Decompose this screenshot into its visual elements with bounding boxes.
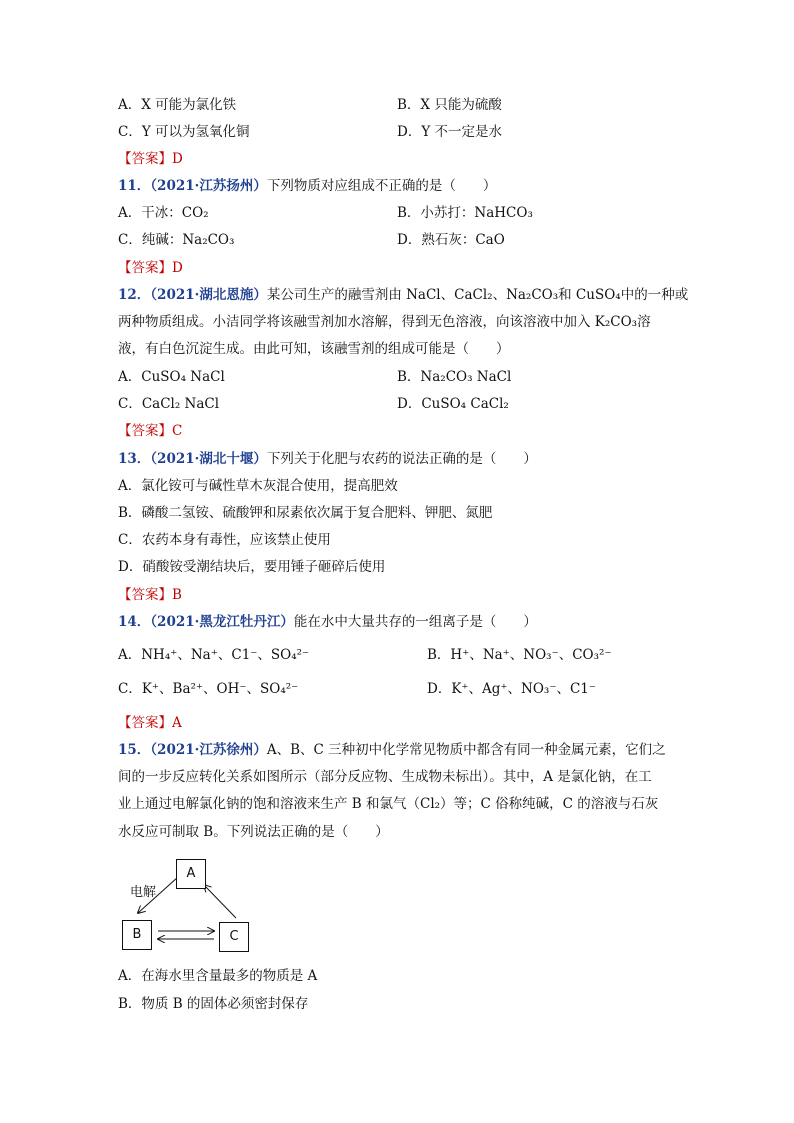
electrolysis-label: 电解 — [130, 885, 157, 900]
q10-option-a: A．X 可能为氯化铁 — [118, 97, 237, 113]
q13-stem — [118, 449, 537, 469]
q15-option-a: A．在海水里含量最多的物质是 A — [118, 968, 318, 984]
q13-option-d: D．硝酸铵受潮结块后，要用锤子砸碎后使用 — [118, 559, 386, 575]
answer-label: 【答案】 — [118, 260, 172, 276]
q15-stem-line3: 业上通过电解氯化钠的饱和溶液来生产 B 和氯气（Cl₂）等；C 俗称纯碱，C 的溶液与石灰 — [118, 796, 659, 812]
node-c: C — [219, 922, 249, 952]
q12-option-d: D．CuSO₄ CaCl₂ — [397, 396, 509, 412]
q12-stem-line2: 两种物质组成。小洁同学将该融雪剂加水溶解，得到无色溶液，向该溶液中加入 K₂CO₃溶 — [118, 314, 651, 330]
q13-answer — [118, 585, 182, 605]
q14-option-d: D．K⁺、Ag⁺、NO₃⁻、C1⁻ — [427, 681, 597, 697]
question-text: A、B、C 三种初中化学常见物质中都含有同一种金属元素，它们之 — [266, 742, 666, 758]
question-text: 下列物质对应组成不正确的是（ ） — [266, 178, 497, 194]
q11-stem — [118, 176, 496, 196]
q14-answer — [118, 713, 182, 733]
question-number: 15． — [118, 742, 151, 758]
q11-option-b: B．小苏打：NaHCO₃ — [397, 205, 533, 221]
question-text: 下列关于化肥与农药的说法正确的是（ ） — [266, 451, 537, 467]
q11-answer — [118, 258, 183, 278]
answer-label: 【答案】 — [118, 151, 172, 167]
answer-label: 【答案】 — [118, 587, 172, 603]
q12-option-a: A．CuSO₄ NaCl — [118, 369, 225, 385]
q12-option-b: B．Na₂CO₃ NaCl — [397, 369, 512, 385]
answer-value: D — [172, 151, 183, 167]
question-number: 14． — [118, 614, 151, 630]
node-b: B — [122, 920, 152, 950]
q12-stem-line3: 液，有白色沉淀生成。由此可知，该融雪剂的组成可能是（ ） — [118, 341, 510, 357]
q11-option-d: D．熟石灰：CaO — [397, 232, 505, 248]
q12-option-c: C．CaCl₂ NaCl — [118, 396, 220, 412]
q12-stem-line1 — [118, 285, 688, 305]
q10-option-d: D．Y 不一定是水 — [397, 124, 503, 140]
answer-value: B — [172, 587, 182, 603]
answer-value: A — [172, 715, 182, 731]
question-source: （2021·江苏扬州） — [150, 178, 267, 194]
q15-stem-line4: 水反应可制取 B。下列说法正确的是（ ） — [118, 824, 389, 840]
question-source: （2021·黑龙江牡丹江） — [150, 614, 294, 630]
question-number: 12． — [118, 287, 151, 303]
conversion-diagram — [118, 855, 278, 955]
q15-option-b: B．物质 B 的固体必须密封保存 — [118, 996, 309, 1012]
question-number: 11． — [118, 178, 151, 194]
answer-value: C — [172, 423, 183, 439]
question-text: 能在水中大量共存的一组离子是（ ） — [293, 614, 537, 630]
q14-stem — [118, 612, 537, 632]
q15-stem-line1 — [118, 740, 666, 760]
q13-option-c: C．农药本身有毒性，应该禁止使用 — [118, 532, 331, 548]
q13-option-a: A．氯化铵可与碱性草木灰混合使用，提高肥效 — [118, 478, 398, 494]
q14-option-c: C．K⁺、Ba²⁺、OH⁻、SO₄²⁻ — [118, 681, 299, 697]
question-source: （2021·湖北恩施） — [150, 287, 267, 303]
question-source: （2021·湖北十堰） — [150, 451, 267, 467]
arrow-c-to-a — [204, 885, 236, 918]
q11-option-a: A．干冰：CO₂ — [118, 205, 209, 221]
q13-option-b: B．磷酸二氢铵、硫酸钾和尿素依次属于复合肥料、钾肥、氮肥 — [118, 505, 493, 521]
q15-stem-line2: 间的一步反应转化关系如图所示（部分反应物、生成物未标出）。其中，A 是氯化钠，在工 — [118, 769, 652, 785]
q12-answer — [118, 421, 182, 441]
question-text: 某公司生产的融雪剂由 NaCl、CaCl₂、Na₂CO₃和 CuSO₄中的一种或 — [266, 287, 689, 303]
node-a: A — [176, 859, 206, 889]
answer-value: D — [172, 260, 183, 276]
answer-label: 【答案】 — [118, 423, 172, 439]
answer-label: 【答案】 — [118, 715, 172, 731]
q10-option-b: B．X 只能为硫酸 — [397, 97, 502, 113]
q11-option-c: C．纯碱：Na₂CO₃ — [118, 232, 235, 248]
q10-option-c: C．Y 可以为氢氧化铜 — [118, 124, 250, 140]
q10-answer — [118, 149, 183, 169]
question-source: （2021·江苏徐州） — [150, 742, 267, 758]
q14-option-a: A．NH₄⁺、Na⁺、C1⁻、SO₄²⁻ — [118, 647, 310, 663]
q14-option-b: B．H⁺、Na⁺、NO₃⁻、CO₃²⁻ — [427, 647, 612, 663]
question-number: 13． — [118, 451, 151, 467]
